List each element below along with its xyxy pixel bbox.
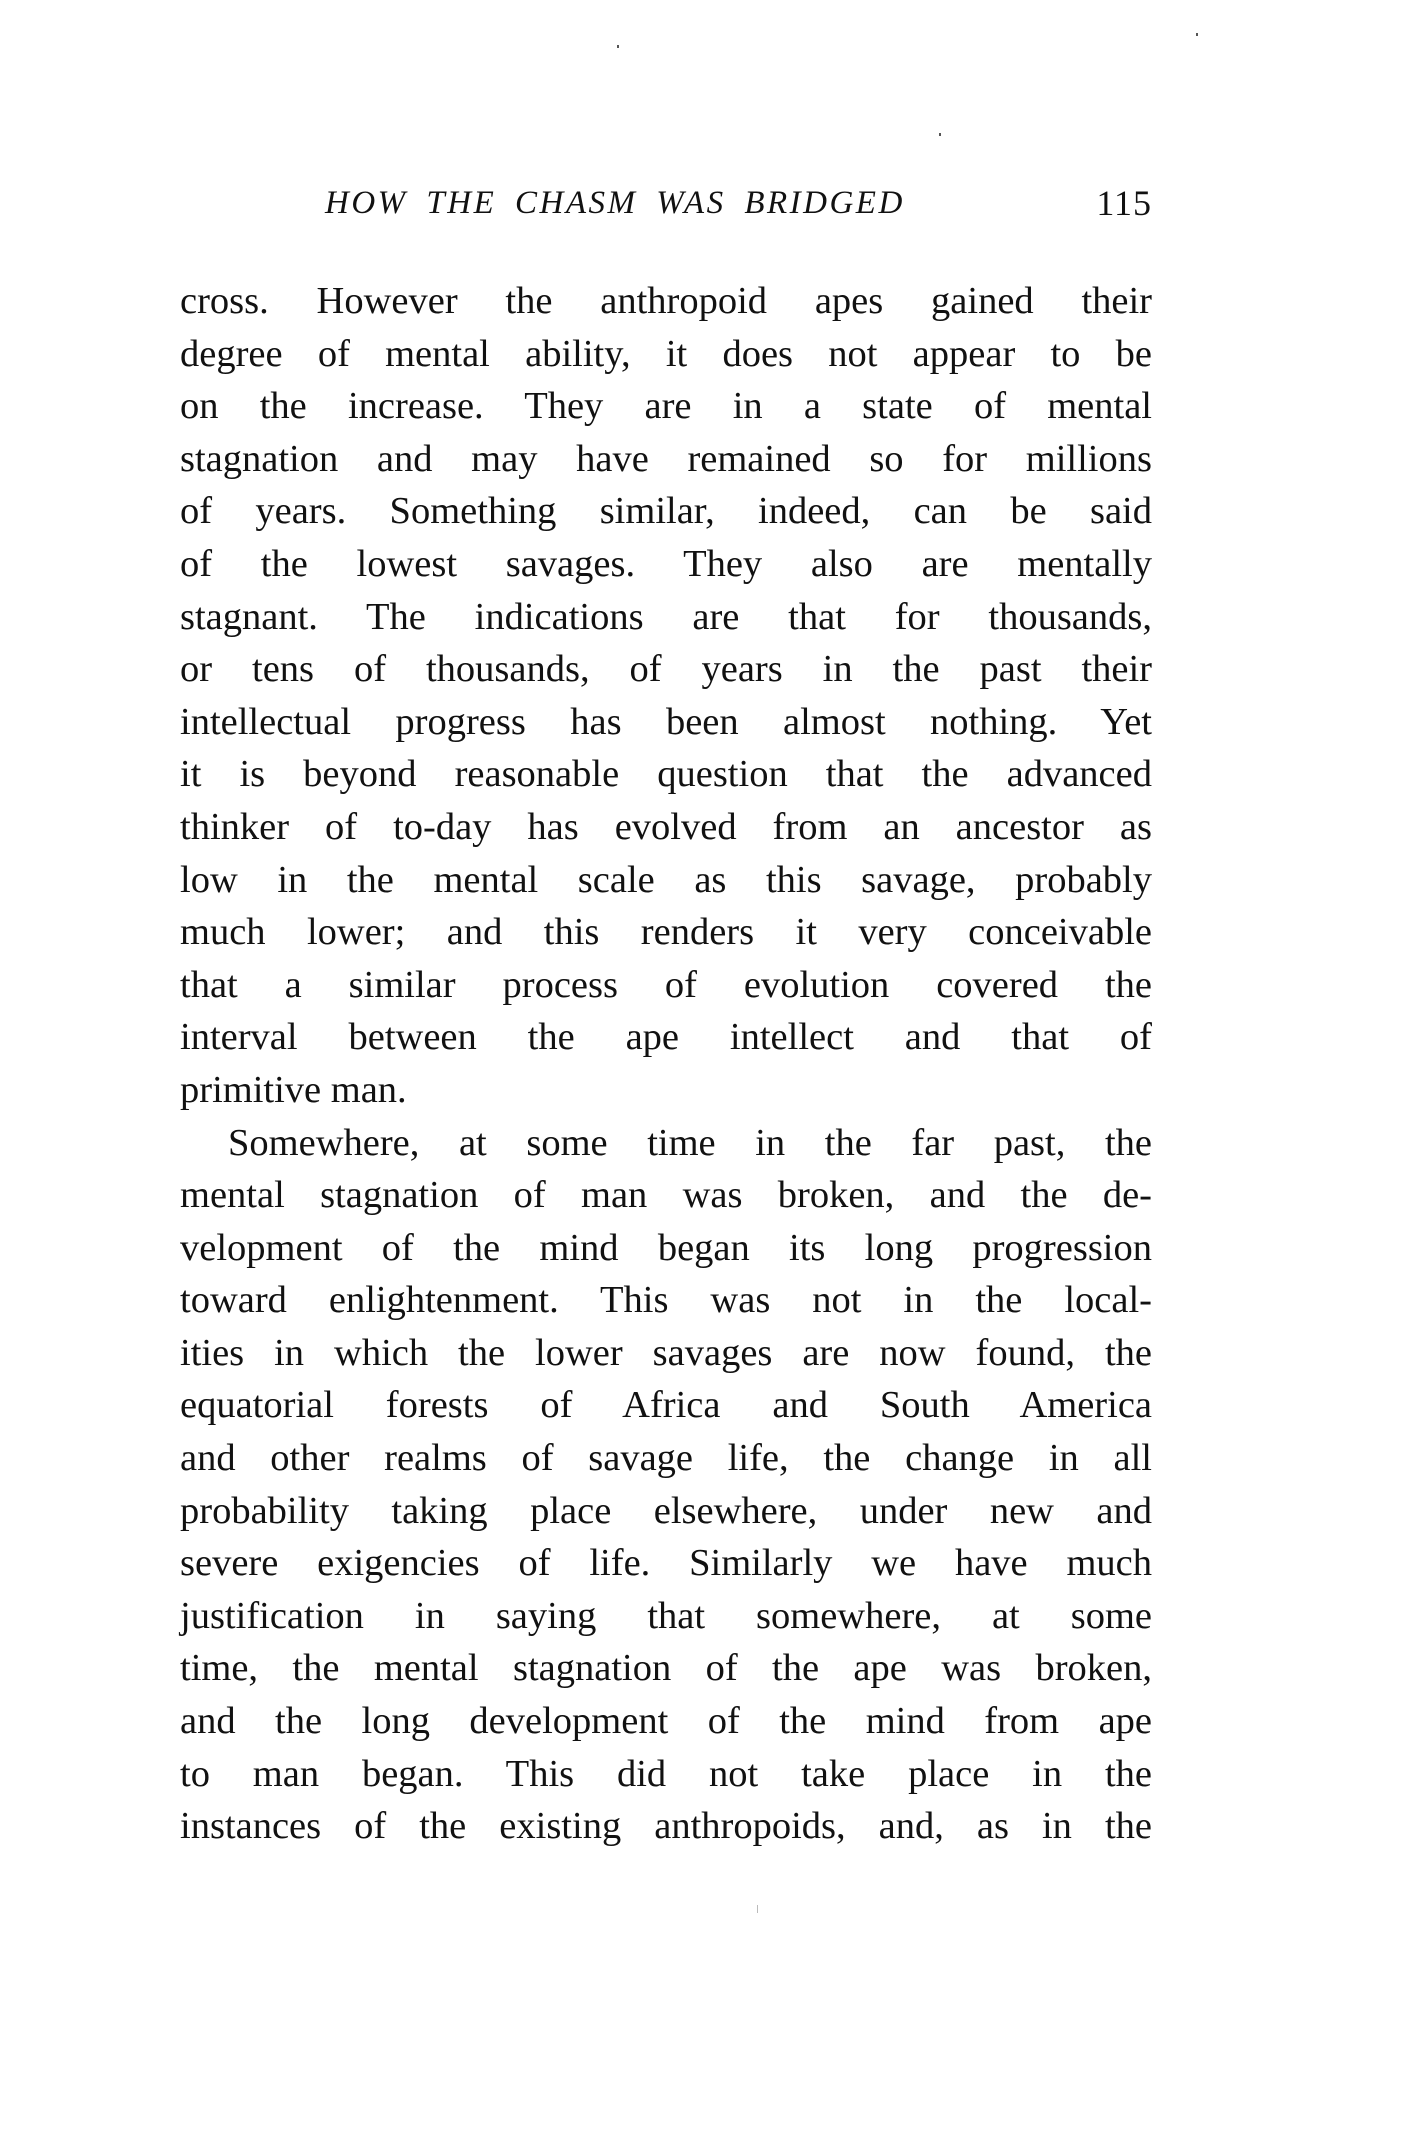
- text-line: much lower; and this renders it very conceivable: [180, 911, 1152, 954]
- body-text: [180, 275, 1152, 1853]
- scan-speck: [1196, 33, 1198, 36]
- text-line: degree of mental ability, it does not appear to be: [180, 332, 1152, 375]
- text-line: that a similar process of evolution covered the: [180, 963, 1152, 1006]
- text-line: instances of the existing anthropoids, and, as in the: [180, 1805, 1152, 1848]
- text-line: stagnation and may have remained so for millions: [180, 437, 1152, 480]
- text-line: intellectual progress has been almost nothing. Yet: [180, 700, 1152, 743]
- paragraph: [180, 275, 1152, 1117]
- text-line: to man began. This did not take place in the: [180, 1752, 1152, 1795]
- text-line: velopment of the mind began its long progression: [180, 1226, 1152, 1269]
- paragraph: [180, 1117, 1152, 1853]
- text-line: thinker of to-day has evolved from an ancestor as: [180, 805, 1152, 848]
- running-head: [180, 178, 1152, 228]
- page-number: 115: [1096, 183, 1152, 223]
- scan-speck: [617, 45, 619, 48]
- text-line: Somewhere, at some time in the far past, the: [228, 1121, 1152, 1164]
- text-line: stagnant. The indications are that for thousands,: [180, 595, 1152, 638]
- text-line: cross. However the anthropoid apes gained their: [180, 280, 1152, 322]
- text-line: low in the mental scale as this savage, probably: [180, 858, 1152, 901]
- text-line: and the long development of the mind from ape: [180, 1700, 1152, 1743]
- text-line: primitive man.: [180, 1068, 407, 1111]
- text-line: and other realms of savage life, the change in all: [180, 1437, 1152, 1480]
- text-line: justification in saying that somewhere, at some: [180, 1594, 1152, 1637]
- running-title: HOW THE CHASM WAS BRIDGED: [325, 185, 905, 221]
- text-line: of years. Something similar, indeed, can be said: [180, 490, 1152, 533]
- text-line: or tens of thousands, of years in the past their: [180, 648, 1152, 691]
- scan-speck: [939, 133, 941, 136]
- text-line: equatorial forests of Africa and South America: [180, 1384, 1152, 1427]
- text-line: severe exigencies of life. Similarly we have much: [180, 1542, 1152, 1585]
- text-line: mental stagnation of man was broken, and the de-: [180, 1174, 1152, 1217]
- text-line: of the lowest savages. They also are mentally: [180, 542, 1152, 585]
- text-line: interval between the ape intellect and that of: [180, 1016, 1152, 1059]
- text-line: toward enlightenment. This was not in the local-: [180, 1279, 1152, 1322]
- text-line: on the increase. They are in a state of mental: [180, 385, 1152, 428]
- text-line: ities in which the lower savages are now found, the: [180, 1331, 1152, 1374]
- scan-speck: [757, 1905, 758, 1913]
- text-line: it is beyond reasonable question that the advanced: [180, 753, 1152, 796]
- text-line: probability taking place elsewhere, under new and: [180, 1489, 1152, 1532]
- text-line: time, the mental stagnation of the ape was broken,: [180, 1647, 1152, 1690]
